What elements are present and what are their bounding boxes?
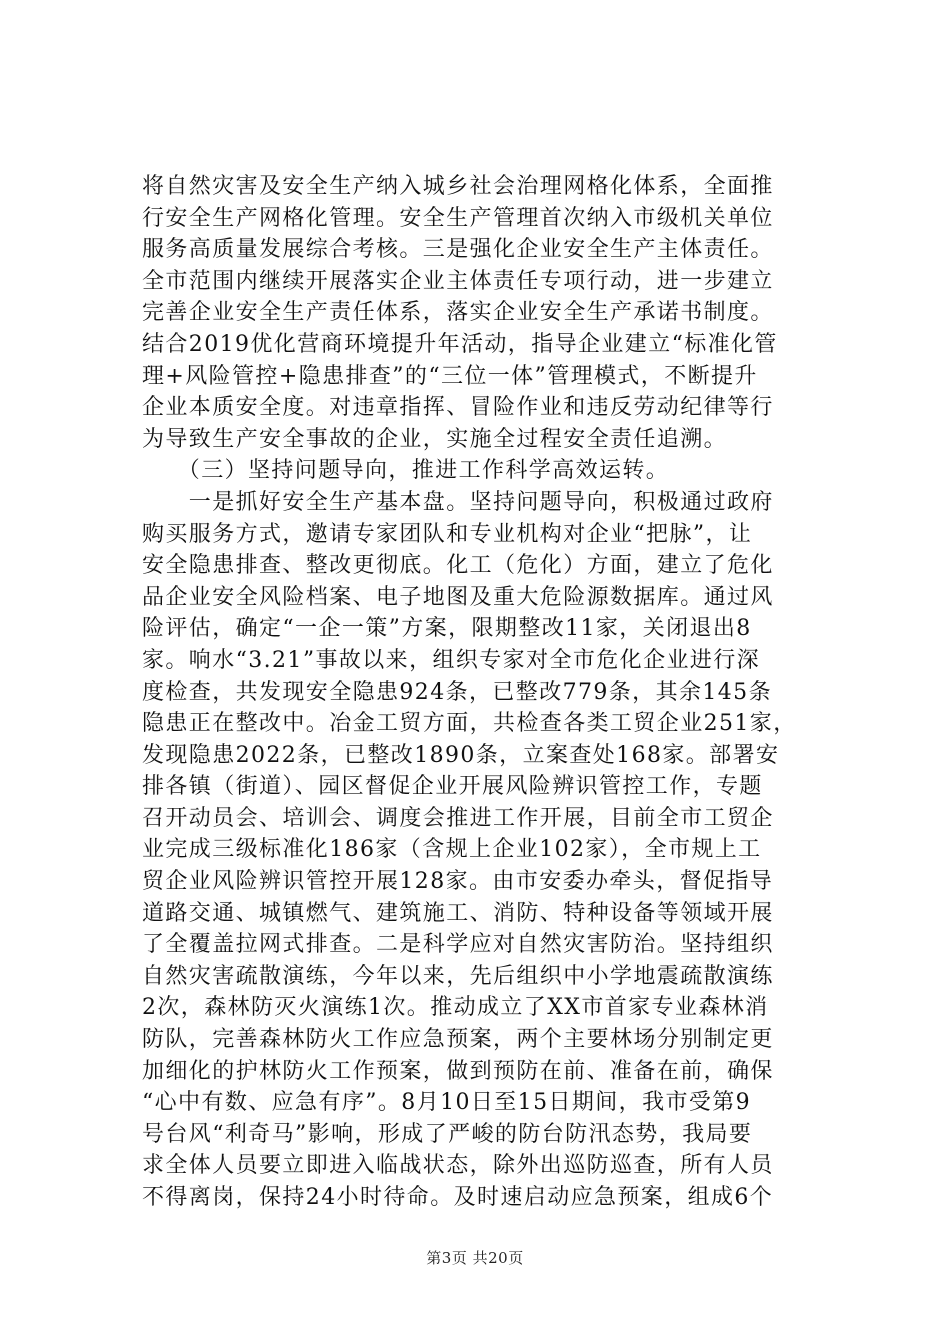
- body-text: [142, 171, 828, 1214]
- text-line: 服务高质量发展综合考核。三是强化企业安全生产主体责任。: [142, 237, 774, 263]
- text-line: 发现隐患2022条，已整改1890条，立案查处168家。部署安: [142, 742, 780, 768]
- text-line: 安全隐患排查、整改更彻底。化工（危化）方面，建立了危化: [142, 553, 774, 579]
- text-line: 度检查，共发现安全隐患924条，已整改779条，其余145条: [142, 679, 772, 705]
- text-line: 将自然灾害及安全生产纳入城乡社会治理网格化体系，全面推: [142, 174, 774, 199]
- text-line: 隐患正在整改中。冶金工贸方面，共检查各类工贸企业251家，: [142, 711, 797, 737]
- text-line: 2次，森林防灭火演练1次。推动成立了XX市首家专业森林消: [142, 995, 769, 1021]
- text-line: 加细化的护林防火工作预案，做到预防在前、准备在前，确保: [142, 1058, 774, 1084]
- text-line: 购买服务方式，邀请专家团队和专业机构对企业“把脉”，让: [142, 521, 753, 547]
- text-line: 品企业安全风险档案、电子地图及重大危险源数据库。通过风: [142, 584, 774, 610]
- text-line: 企业本质安全度。对违章指挥、冒险作业和违反劳动纪律等行: [142, 395, 774, 421]
- text-line: 为导致生产安全事故的企业，实施全过程安全责任追溯。: [142, 426, 728, 452]
- text-line: 全市范围内继续开展落实企业主体责任专项行动，进一步建立: [142, 268, 774, 294]
- text-line: 自然灾害疏散演练，今年以来，先后组织中小学地震疏散演练: [142, 963, 774, 989]
- text-line: 防队，完善森林防火工作应急预案，两个主要林场分别制定更: [142, 1027, 774, 1053]
- text-line: 贸企业风险辨识管控开展128家。由市安委办牵头，督促指导: [142, 869, 774, 895]
- text-line: 家。响水“3.21”事故以来，组织专家对全市危化企业进行深: [142, 647, 761, 673]
- text-line: 一是抓好安全生产基本盘。坚持问题导向，积极通过政府: [142, 489, 774, 515]
- text-line: 号台风“利奇马”影响，形成了严峻的防台防汛态势，我局要: [142, 1121, 753, 1147]
- text-line: 结合2019优化营商环境提升年活动，指导企业建立“标准化管: [142, 331, 778, 357]
- section-heading: （三）坚持问题导向，推进工作科学高效运转。: [142, 458, 670, 484]
- page-number-footer: 第3页 共20页: [426, 1249, 524, 1267]
- text-line: 业完成三级标准化186家（含规上企业102家），全市规上工: [142, 837, 762, 863]
- text-line: 理+风险管控+隐患排查”的“三位一体”管理模式，不断提升: [142, 363, 758, 389]
- text-line: 不得离岗，保持24小时待命。及时速启动应急预案，组成6个: [142, 1185, 774, 1210]
- text-line: 求全体人员要立即进入临战状态，除外出巡防巡查，所有人员: [142, 1153, 774, 1179]
- text-line: 道路交通、城镇燃气、建筑施工、消防、特种设备等领域开展: [142, 900, 774, 926]
- text-line: 了全覆盖拉网式排查。二是科学应对自然灾害防治。坚持组织: [142, 932, 774, 958]
- text-line: “心中有数、应急有序”。8月10日至15日期间，我市受第9: [142, 1090, 752, 1116]
- text-line: 险评估，确定“一企一策”方案，限期整改11家，关闭退出8: [142, 616, 752, 642]
- text-line: 完善企业安全生产责任体系，落实企业安全生产承诺书制度。: [142, 300, 774, 326]
- text-line: 召开动员会、培训会、调度会推进工作开展，目前全市工贸企: [142, 805, 774, 831]
- text-line: 排各镇（街道）、园区督促企业开展风险辨识管控工作，专题: [142, 774, 763, 800]
- text-line: 行安全生产网格化管理。安全生产管理首次纳入市级机关单位: [142, 205, 774, 231]
